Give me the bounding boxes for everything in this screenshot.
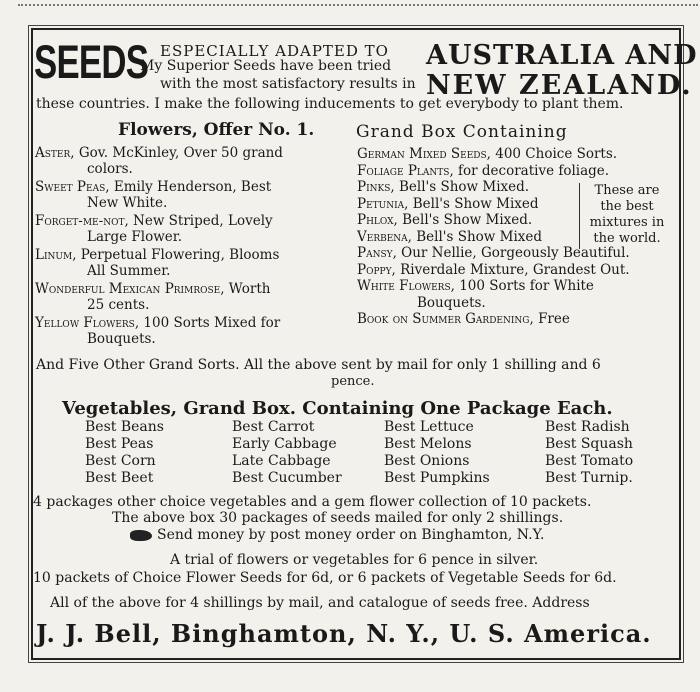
list-item: Best Corn (85, 453, 156, 469)
list-item: Aster, Gov. McKinley, Over 50 grand colors. (35, 145, 283, 177)
list-item: Best Melons (384, 436, 472, 452)
list-item: Best Squash (545, 436, 633, 452)
extra-packages-line: 4 packages other choice vegetables and a gem flower collection of 10 packets. (33, 494, 592, 510)
flowers-left-list (35, 146, 345, 350)
veg-column-2 (232, 419, 342, 487)
address-line: J. J. Bell, Binghamton, N. Y., U. S. America. (36, 619, 652, 648)
list-item: Forget-me-not, New Striped, Lovely Large Flower. (35, 213, 273, 245)
list-item: Best Beet (85, 470, 154, 486)
list-item: Yellow Flowers, 100 Sorts Mixed for Bouquets. (35, 315, 281, 347)
list-item: White Flowers, 100 Sorts for White Bouquets. (357, 278, 594, 311)
flowers-heading: Flowers, Offer No. 1. (118, 120, 315, 140)
list-item: Book on Summer Gardening, Free (357, 311, 570, 327)
veg-column-3 (384, 419, 490, 487)
list-item: Poppy, Riverdale Mixture, Grandest Out. (357, 261, 630, 278)
list-item: Best Cucumber (232, 470, 342, 486)
list-item: Best Beans (85, 419, 164, 435)
list-item: Phlox, Bell's Show Mixed. (357, 212, 533, 228)
list-item: Late Cabbage (232, 453, 331, 469)
money-order-line: Send money by post money order on Binghamton, N.Y. (130, 527, 544, 543)
country-line-2: NEW ZEALAND. (426, 70, 693, 101)
box-price-line: The above box 30 packages of seeds mailed for only 2 shillings. (112, 510, 564, 526)
list-item: Verbena, Bell's Show Mixed (357, 228, 543, 245)
packets-line: 10 packets of Choice Flower Seeds for 6d, or 6 packets of Vegetable Seeds for 6d. (33, 570, 617, 586)
seeds-headline: SEEDS (34, 35, 149, 88)
pence-line: pence. (331, 374, 375, 389)
top-dotted-rule (18, 4, 698, 6)
pointing-hand-icon (130, 530, 152, 541)
veg-column-1 (85, 419, 164, 487)
country-line-1: AUSTRALIA AND (426, 40, 698, 71)
list-item: Best Onions (384, 453, 470, 469)
list-item: Best Tomato (545, 453, 634, 469)
adapted-line: ESPECIALLY ADAPTED TO (160, 42, 389, 60)
trial-line: A trial of flowers or vegetables for 6 pence in silver. (170, 552, 539, 568)
list-item: Pinks, Bell's Show Mixed. (357, 179, 530, 195)
superior-line: My Superior Seeds have been tried (140, 58, 392, 74)
veg-column-4 (545, 419, 633, 487)
list-item: Best Lettuce (384, 419, 474, 435)
vegetables-heading: Vegetables, Grand Box. Containing One Package Each. (62, 398, 613, 419)
list-item: Best Pumpkins (384, 470, 490, 486)
list-item: Best Carrot (232, 419, 315, 435)
list-item: German Mixed Seeds, 400 Choice Sorts. (357, 146, 618, 162)
list-item: Best Radish (545, 419, 630, 435)
catalogue-line: All of the above for 4 shillings by mail, and catalogue of seeds free. Address (50, 595, 590, 611)
inducement-line: these countries. I make the following inducements to get everybody to plant them. (36, 96, 624, 112)
list-item: Petunia, Bell's Show Mixed (357, 195, 539, 212)
list-item: Best Peas (85, 436, 154, 452)
mixtures-note: These are the best mixtures in the world. (579, 183, 674, 249)
list-item: Sweet Peas, Emily Henderson, Best New White. (35, 179, 272, 211)
grand-box-heading: Grand Box Containing (356, 122, 568, 142)
list-item: Linum, Perpetual Flowering, Blooms All Summer. (35, 247, 280, 279)
list-item: Pansy, Our Nellie, Gorgeously Beautiful. (357, 245, 630, 261)
list-item: Best Turnip. (545, 470, 633, 486)
list-item: Wonderful Mexican Primrose, Worth 25 cents. (35, 281, 271, 313)
with-line: with the most satisfactory results in (160, 76, 416, 92)
list-item: Foliage Plants, for decorative foliage. (357, 162, 610, 179)
five-other-line: And Five Other Grand Sorts. All the above sent by mail for only 1 shilling and 6 (36, 357, 601, 373)
list-item: Early Cabbage (232, 436, 337, 452)
